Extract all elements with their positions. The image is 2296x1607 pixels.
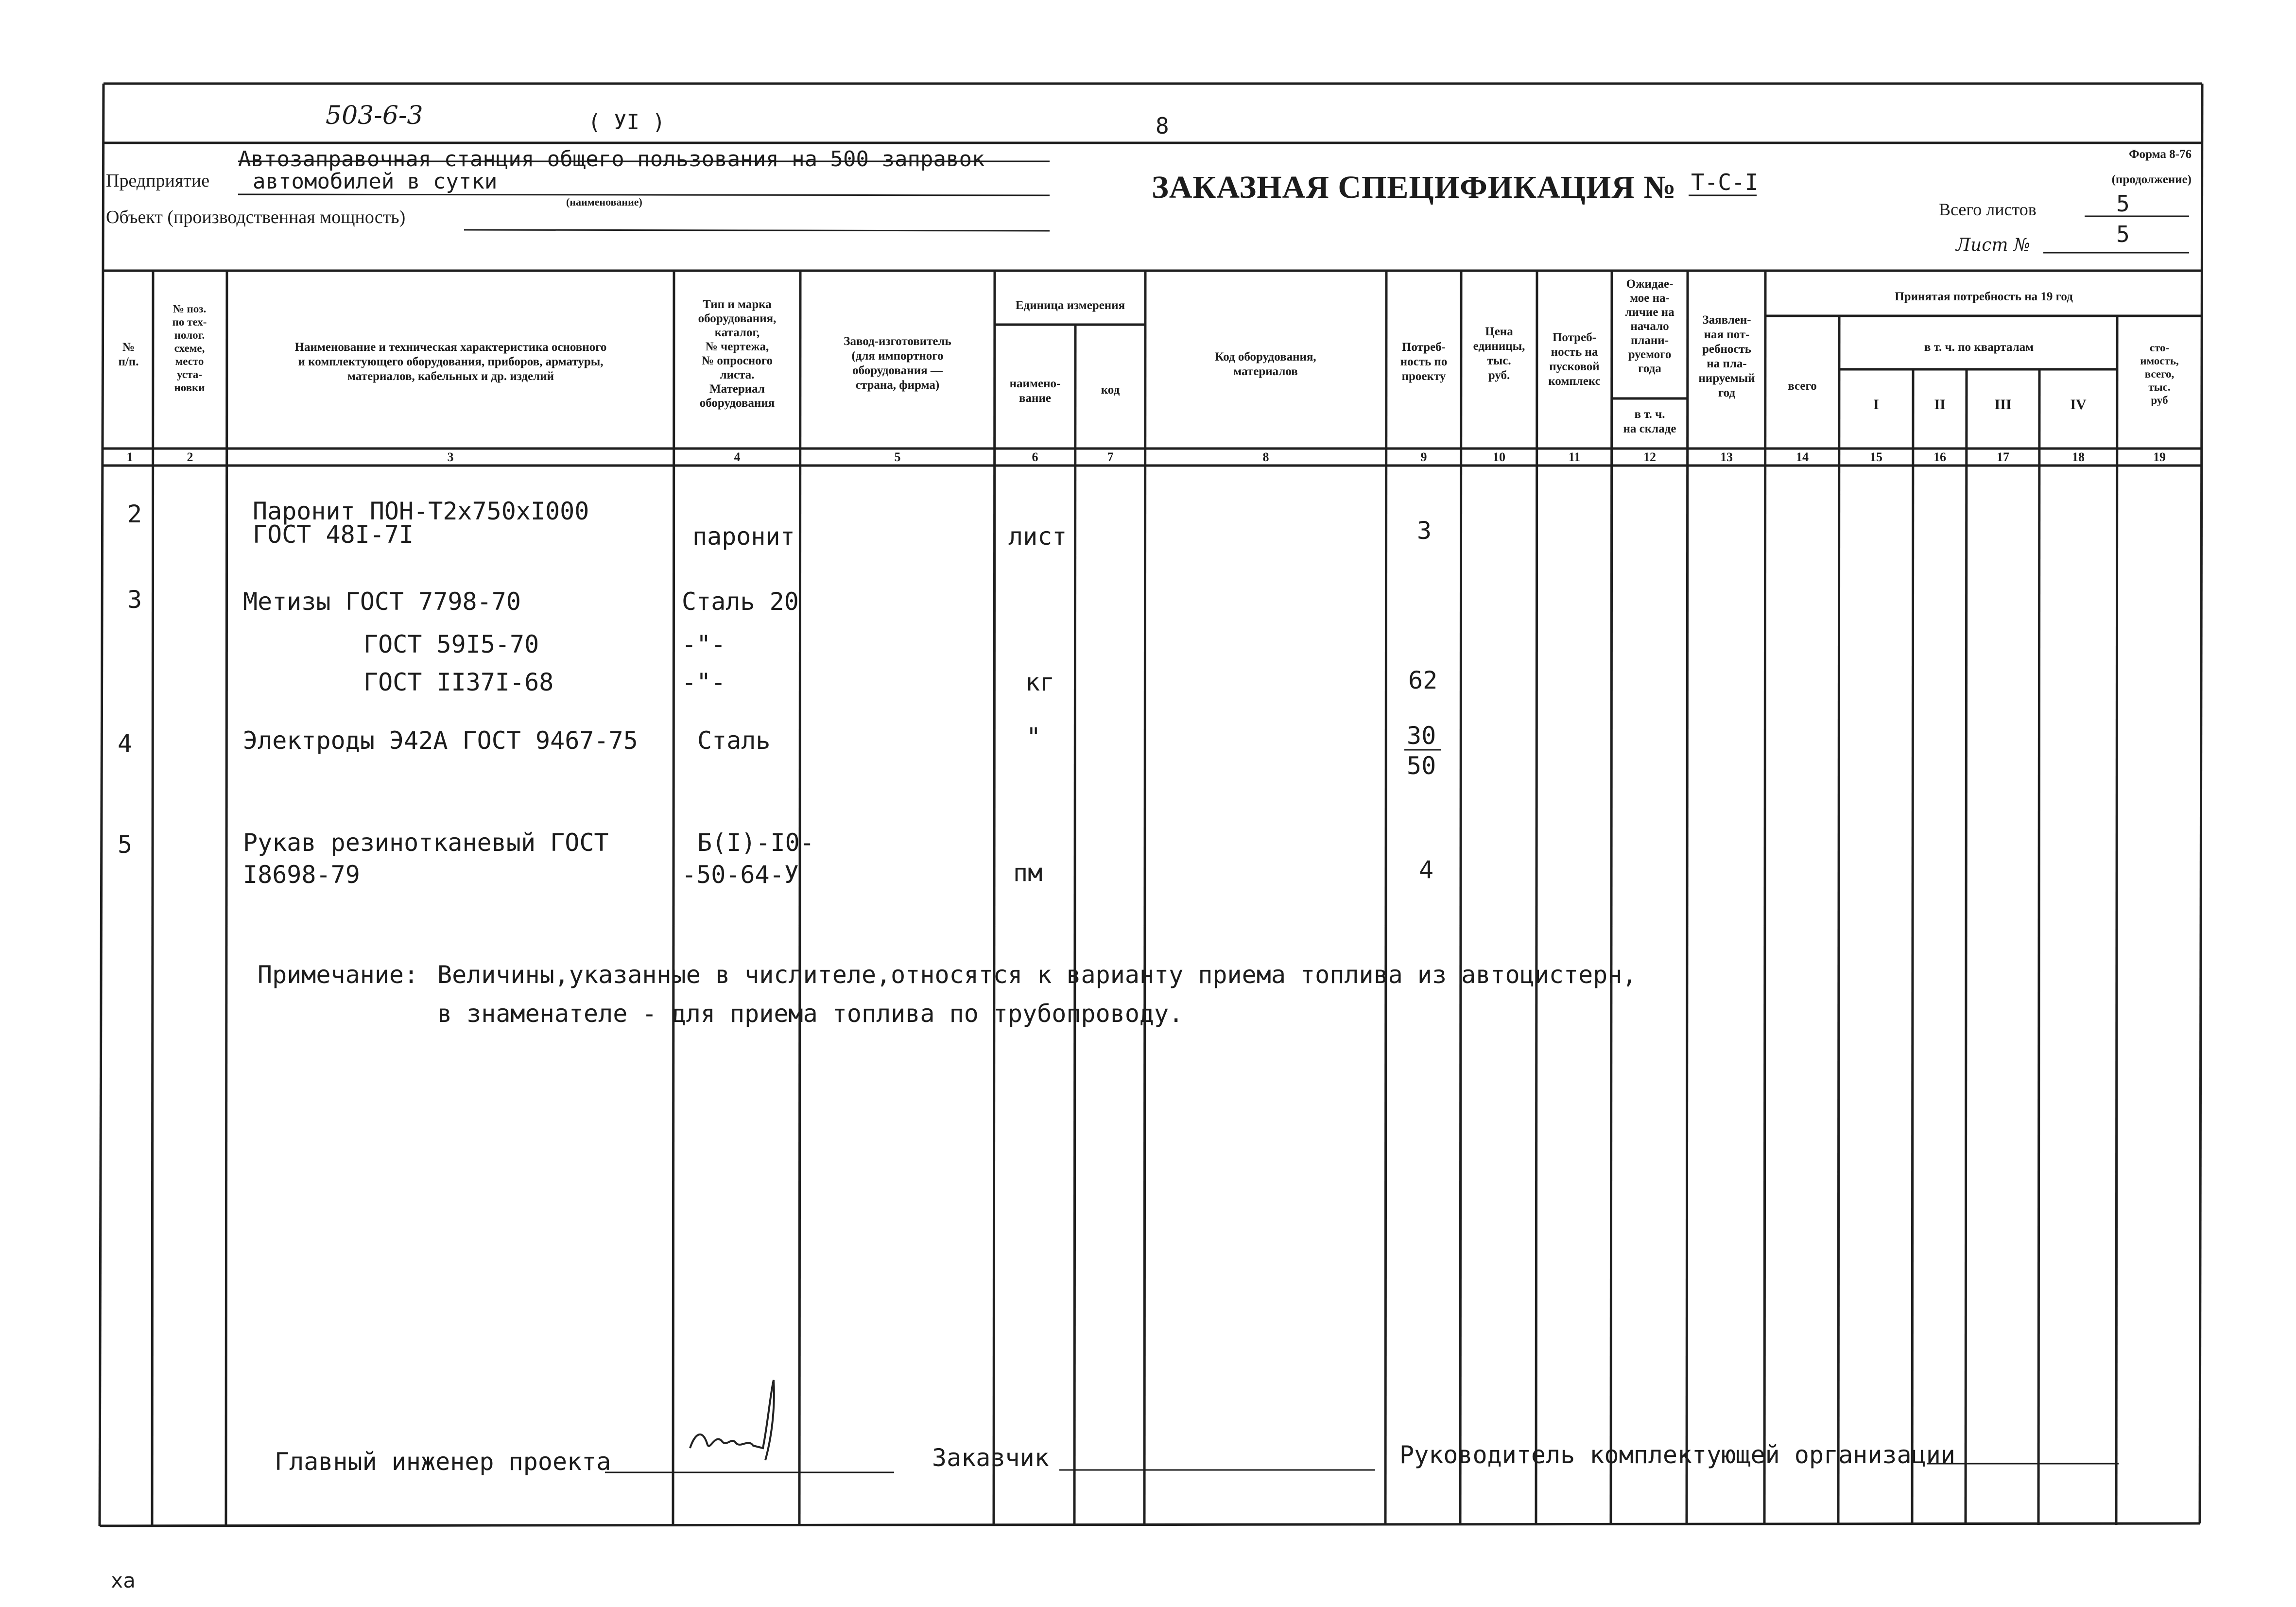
- row-number: 4: [118, 729, 133, 758]
- object-label: Объект (производственная мощность): [106, 207, 406, 227]
- item-quantity-denominator: 50: [1407, 752, 1436, 780]
- form-number: Форма 8-76: [2129, 148, 2192, 161]
- signature-stroke: [680, 1375, 797, 1472]
- column-number: 17: [1997, 450, 2009, 464]
- sheet-label: Лист №: [1956, 235, 2031, 255]
- supplier-head-label: Руководитель комплектующей организации: [1399, 1441, 1955, 1469]
- header-col-8: Код оборудования, материалов: [1215, 350, 1316, 378]
- column-number: 9: [1420, 450, 1427, 464]
- document-code: 503-6-3: [326, 101, 423, 130]
- spec-title: ЗАКАЗНАЯ СПЕЦИФИКАЦИЯ №: [1152, 170, 1676, 205]
- item-quantity: 4: [1419, 856, 1434, 884]
- header-col-7: код: [1101, 383, 1120, 397]
- item-quantity: 62: [1408, 666, 1438, 694]
- header-q4: IV: [2070, 397, 2087, 413]
- header-col-13: Заявлен- ная пот- ребность на пла- нируемый год: [1698, 313, 1755, 399]
- item-material: Сталь: [697, 726, 771, 755]
- item-name: Метизы ГОСТ 7798-70: [243, 588, 521, 616]
- header-col-9: Потреб- ность по проекту: [1400, 341, 1448, 383]
- column-number: 7: [1107, 450, 1114, 464]
- header-col-14: всего: [1788, 380, 1817, 393]
- note-line1: Величины,указанные в числителе,относятся к варианту приема топлива из автоцистерн,: [437, 961, 1637, 989]
- sheet-value: 5: [2116, 221, 2130, 247]
- row-number: 3: [127, 586, 142, 614]
- column-number: 5: [894, 450, 901, 464]
- column-number: 1: [126, 450, 133, 464]
- note-label: Примечание:: [258, 961, 419, 989]
- row-number: 5: [118, 830, 133, 859]
- header-q1: I: [1873, 397, 1879, 413]
- header-q3: III: [1994, 397, 2012, 413]
- column-number: 6: [1032, 450, 1038, 464]
- item-unit: пм: [1013, 859, 1043, 887]
- header-col-6: наимено- вание: [1009, 377, 1061, 405]
- column-number: 4: [734, 450, 741, 464]
- customer-label: Заказчик: [932, 1444, 1049, 1472]
- column-number: 12: [1643, 450, 1656, 464]
- header-col-19: сто- имость, всего, тыс. руб: [2140, 342, 2179, 406]
- page-number: 8: [1156, 113, 1169, 139]
- header-unit-group: Единица измерения: [1015, 299, 1125, 312]
- header-col-12-stock: в т. ч. на складе: [1623, 408, 1676, 435]
- column-number: 16: [1933, 450, 1946, 464]
- item-quantity: 3: [1417, 517, 1432, 545]
- item-material: -"-: [682, 668, 726, 696]
- item-material: Сталь 20: [682, 588, 799, 616]
- column-number: 3: [447, 450, 454, 464]
- signature-image: [680, 1375, 797, 1472]
- header-col-3: Наименование и техническая характеристика основного и комплектующего оборудования, приборов, арматуры, материалов, кабельных и др. изделий: [294, 341, 607, 383]
- item-name-line2: I8698-79: [243, 861, 360, 889]
- header-col-2: № поз. по тех- нолог. схеме, место уста- новки: [172, 303, 207, 394]
- item-quantity-numerator: 30: [1407, 722, 1436, 750]
- total-sheets-label: Всего листов: [1939, 200, 2037, 219]
- item-material: Б(I)-I0-: [697, 829, 814, 857]
- footer-mark: ха: [111, 1569, 136, 1592]
- item-material: -"-: [682, 630, 726, 658]
- header-col-1: № п/п.: [118, 341, 139, 368]
- header-q2: II: [1934, 397, 1946, 413]
- row-number: 2: [127, 500, 142, 528]
- header-accepted-group: Принятая потребность на 19 год: [1895, 290, 2073, 303]
- spec-number: Т-С-I: [1691, 169, 1759, 195]
- column-number: 19: [2153, 450, 2166, 464]
- item-unit: ": [1026, 723, 1041, 751]
- item-material-line2: -50-64-У: [682, 861, 799, 889]
- enterprise-value-line2: автомобилей в сутки: [253, 169, 498, 194]
- header-col-4: Тип и марка оборудования, каталог, № чертежа, № опросного листа. Материал оборудования: [698, 298, 777, 410]
- item-name: Рукав резинотканевый ГОСТ: [243, 829, 609, 857]
- item-unit: кг: [1025, 668, 1055, 696]
- note-line2: в знаменателе - для приема топлива по трубопроводу.: [437, 1000, 1184, 1028]
- item-name: Паронит ПОН-Т2х750хI000: [253, 497, 589, 525]
- column-number: 13: [1720, 450, 1733, 464]
- form-continuation: (продолжение): [2111, 173, 2192, 186]
- column-number: 14: [1796, 450, 1809, 464]
- item-name: ГОСТ 59I5-70: [363, 630, 539, 658]
- header-col-10: Цена единицы, тыс. руб.: [1473, 325, 1525, 382]
- column-number: 10: [1493, 450, 1505, 464]
- header-quarter-group: в т. ч. по кварталам: [1924, 341, 2034, 354]
- column-number: 8: [1262, 450, 1269, 464]
- enterprise-label: Предприятие: [106, 171, 210, 191]
- header-col-11: Потреб- ность на пусковой комплекс: [1548, 331, 1601, 388]
- item-material: паронит: [692, 522, 795, 551]
- item-name-line2: ГОСТ 48I-7I: [253, 520, 414, 549]
- enterprise-value-line1: Автозаправочная станция общего пользования на 500 заправок: [238, 147, 985, 172]
- column-number: 2: [187, 450, 193, 464]
- name-note: (наименование): [566, 196, 642, 208]
- item-name: ГОСТ II37I-68: [363, 668, 554, 696]
- item-unit: лист: [1008, 522, 1067, 551]
- item-name: Электроды Э42А ГОСТ 9467-75: [243, 726, 638, 755]
- column-number: 11: [1568, 450, 1581, 464]
- column-number: 15: [1870, 450, 1882, 464]
- total-sheets-value: 5: [2116, 190, 2130, 217]
- chief-engineer-label: Главный инженер проекта: [275, 1448, 611, 1476]
- column-number: 18: [2072, 450, 2085, 464]
- header-col-5: Завод-изготовитель (для импортного оборудования — страна, фирма): [844, 335, 951, 392]
- header-col-12: Ожидае- мое на- личие на начало плани- руемого года: [1625, 277, 1675, 375]
- part-number: ( УI ): [588, 110, 665, 135]
